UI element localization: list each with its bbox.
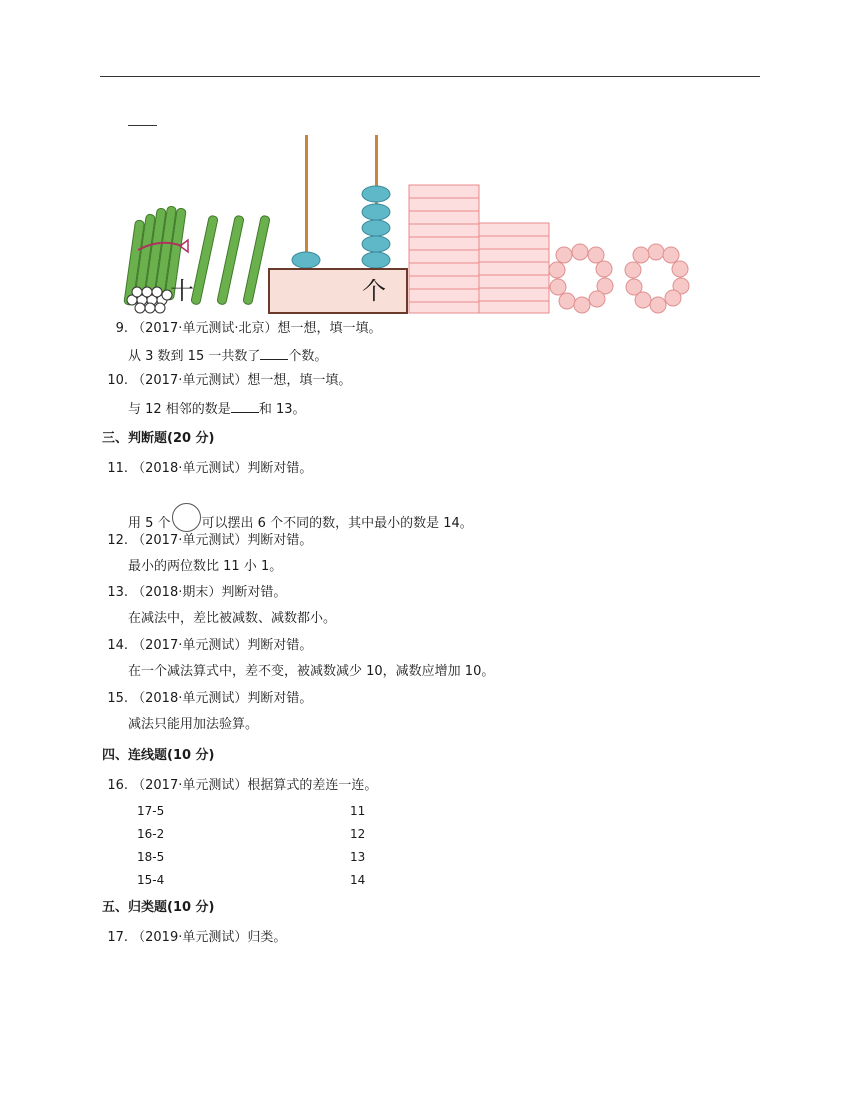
question-11 xyxy=(100,461,312,477)
question-9 xyxy=(100,321,382,337)
question-source: （2018·单元测试）判断对错。 xyxy=(132,461,313,476)
answer-blank[interactable] xyxy=(260,347,288,360)
question-14-body: 在一个减法算式中，差不变，被减数减少 10，减数应增加 10。 xyxy=(128,664,495,679)
question-11-body xyxy=(128,503,473,532)
question-text: 个数。 xyxy=(288,349,328,364)
matching-left-item[interactable]: 15-4 xyxy=(137,873,165,887)
tens-label: 十 xyxy=(170,277,194,305)
counting-illustration xyxy=(120,130,700,316)
question-number: 13. xyxy=(107,585,128,600)
question-source: （2017·单元测试）想一想，填一填。 xyxy=(132,373,352,388)
question-9-body xyxy=(128,347,327,365)
hundred-block-icon xyxy=(409,185,549,313)
question-text: 从 3 数到 15 一共数了 xyxy=(128,349,261,364)
question-number: 14. xyxy=(107,638,128,653)
question-number: 12. xyxy=(107,533,128,548)
question-15-body: 减法只能用加法验算。 xyxy=(128,717,259,732)
matching-right-item[interactable]: 13 xyxy=(350,850,366,864)
question-number: 10. xyxy=(107,373,128,388)
matching-right-item[interactable]: 12 xyxy=(350,827,366,841)
question-source: （2019·单元测试）归类。 xyxy=(132,930,287,945)
question-15 xyxy=(100,691,312,707)
question-10 xyxy=(100,373,351,389)
matching-left-item[interactable]: 16-2 xyxy=(137,827,165,841)
matching-left-item[interactable]: 17-5 xyxy=(137,804,165,818)
matching-left-item[interactable]: 18-5 xyxy=(137,850,165,864)
question-number: 17. xyxy=(107,930,128,945)
ones-label: 个 xyxy=(362,277,386,305)
question-17 xyxy=(100,930,286,946)
question-number: 15. xyxy=(107,691,128,706)
question-number: 9. xyxy=(115,321,128,336)
question-10-body xyxy=(128,400,306,418)
question-source: （2017·单元测试）根据算式的差连一连。 xyxy=(132,778,378,793)
question-text: 和 13。 xyxy=(258,402,306,417)
question-number: 16. xyxy=(107,778,128,793)
circle-icon xyxy=(172,503,201,532)
question-source: （2018·期末）判断对错。 xyxy=(132,585,287,600)
question-13 xyxy=(100,585,286,601)
matching-right-item[interactable]: 11 xyxy=(350,804,366,818)
question-text: 与 12 相邻的数是 xyxy=(128,402,231,417)
question-14 xyxy=(100,638,312,654)
answer-blank-previous xyxy=(128,125,157,126)
question-16 xyxy=(100,778,377,794)
section-title-classification: 五、归类题(10 分) xyxy=(102,900,215,915)
question-text: 可以摆出 6 个不同的数，其中最小的数是 14。 xyxy=(201,516,473,531)
question-text: 用 5 个 xyxy=(128,516,171,531)
question-number: 11. xyxy=(107,461,128,476)
header-rule xyxy=(100,76,760,77)
question-source: （2017·单元测试）判断对错。 xyxy=(132,638,313,653)
answer-blank[interactable] xyxy=(231,400,259,413)
question-source: （2018·单元测试）判断对错。 xyxy=(132,691,313,706)
question-source: （2017·单元测试）判断对错。 xyxy=(132,533,313,548)
section-title-matching: 四、连线题(10 分) xyxy=(102,748,215,763)
question-source: （2017·单元测试·北京）想一想，填一填。 xyxy=(132,321,382,336)
section-title-judgement: 三、判断题(20 分) xyxy=(102,431,215,446)
matching-right-item[interactable]: 14 xyxy=(350,873,366,887)
question-12 xyxy=(100,533,312,549)
question-12-body: 最小的两位数比 11 小 1。 xyxy=(128,559,283,574)
question-13-body: 在减法中，差比被减数、减数都小。 xyxy=(128,611,337,626)
bead-ring-icon xyxy=(549,244,689,313)
abacus-icon xyxy=(269,135,407,313)
single-stick-icon xyxy=(191,215,271,305)
